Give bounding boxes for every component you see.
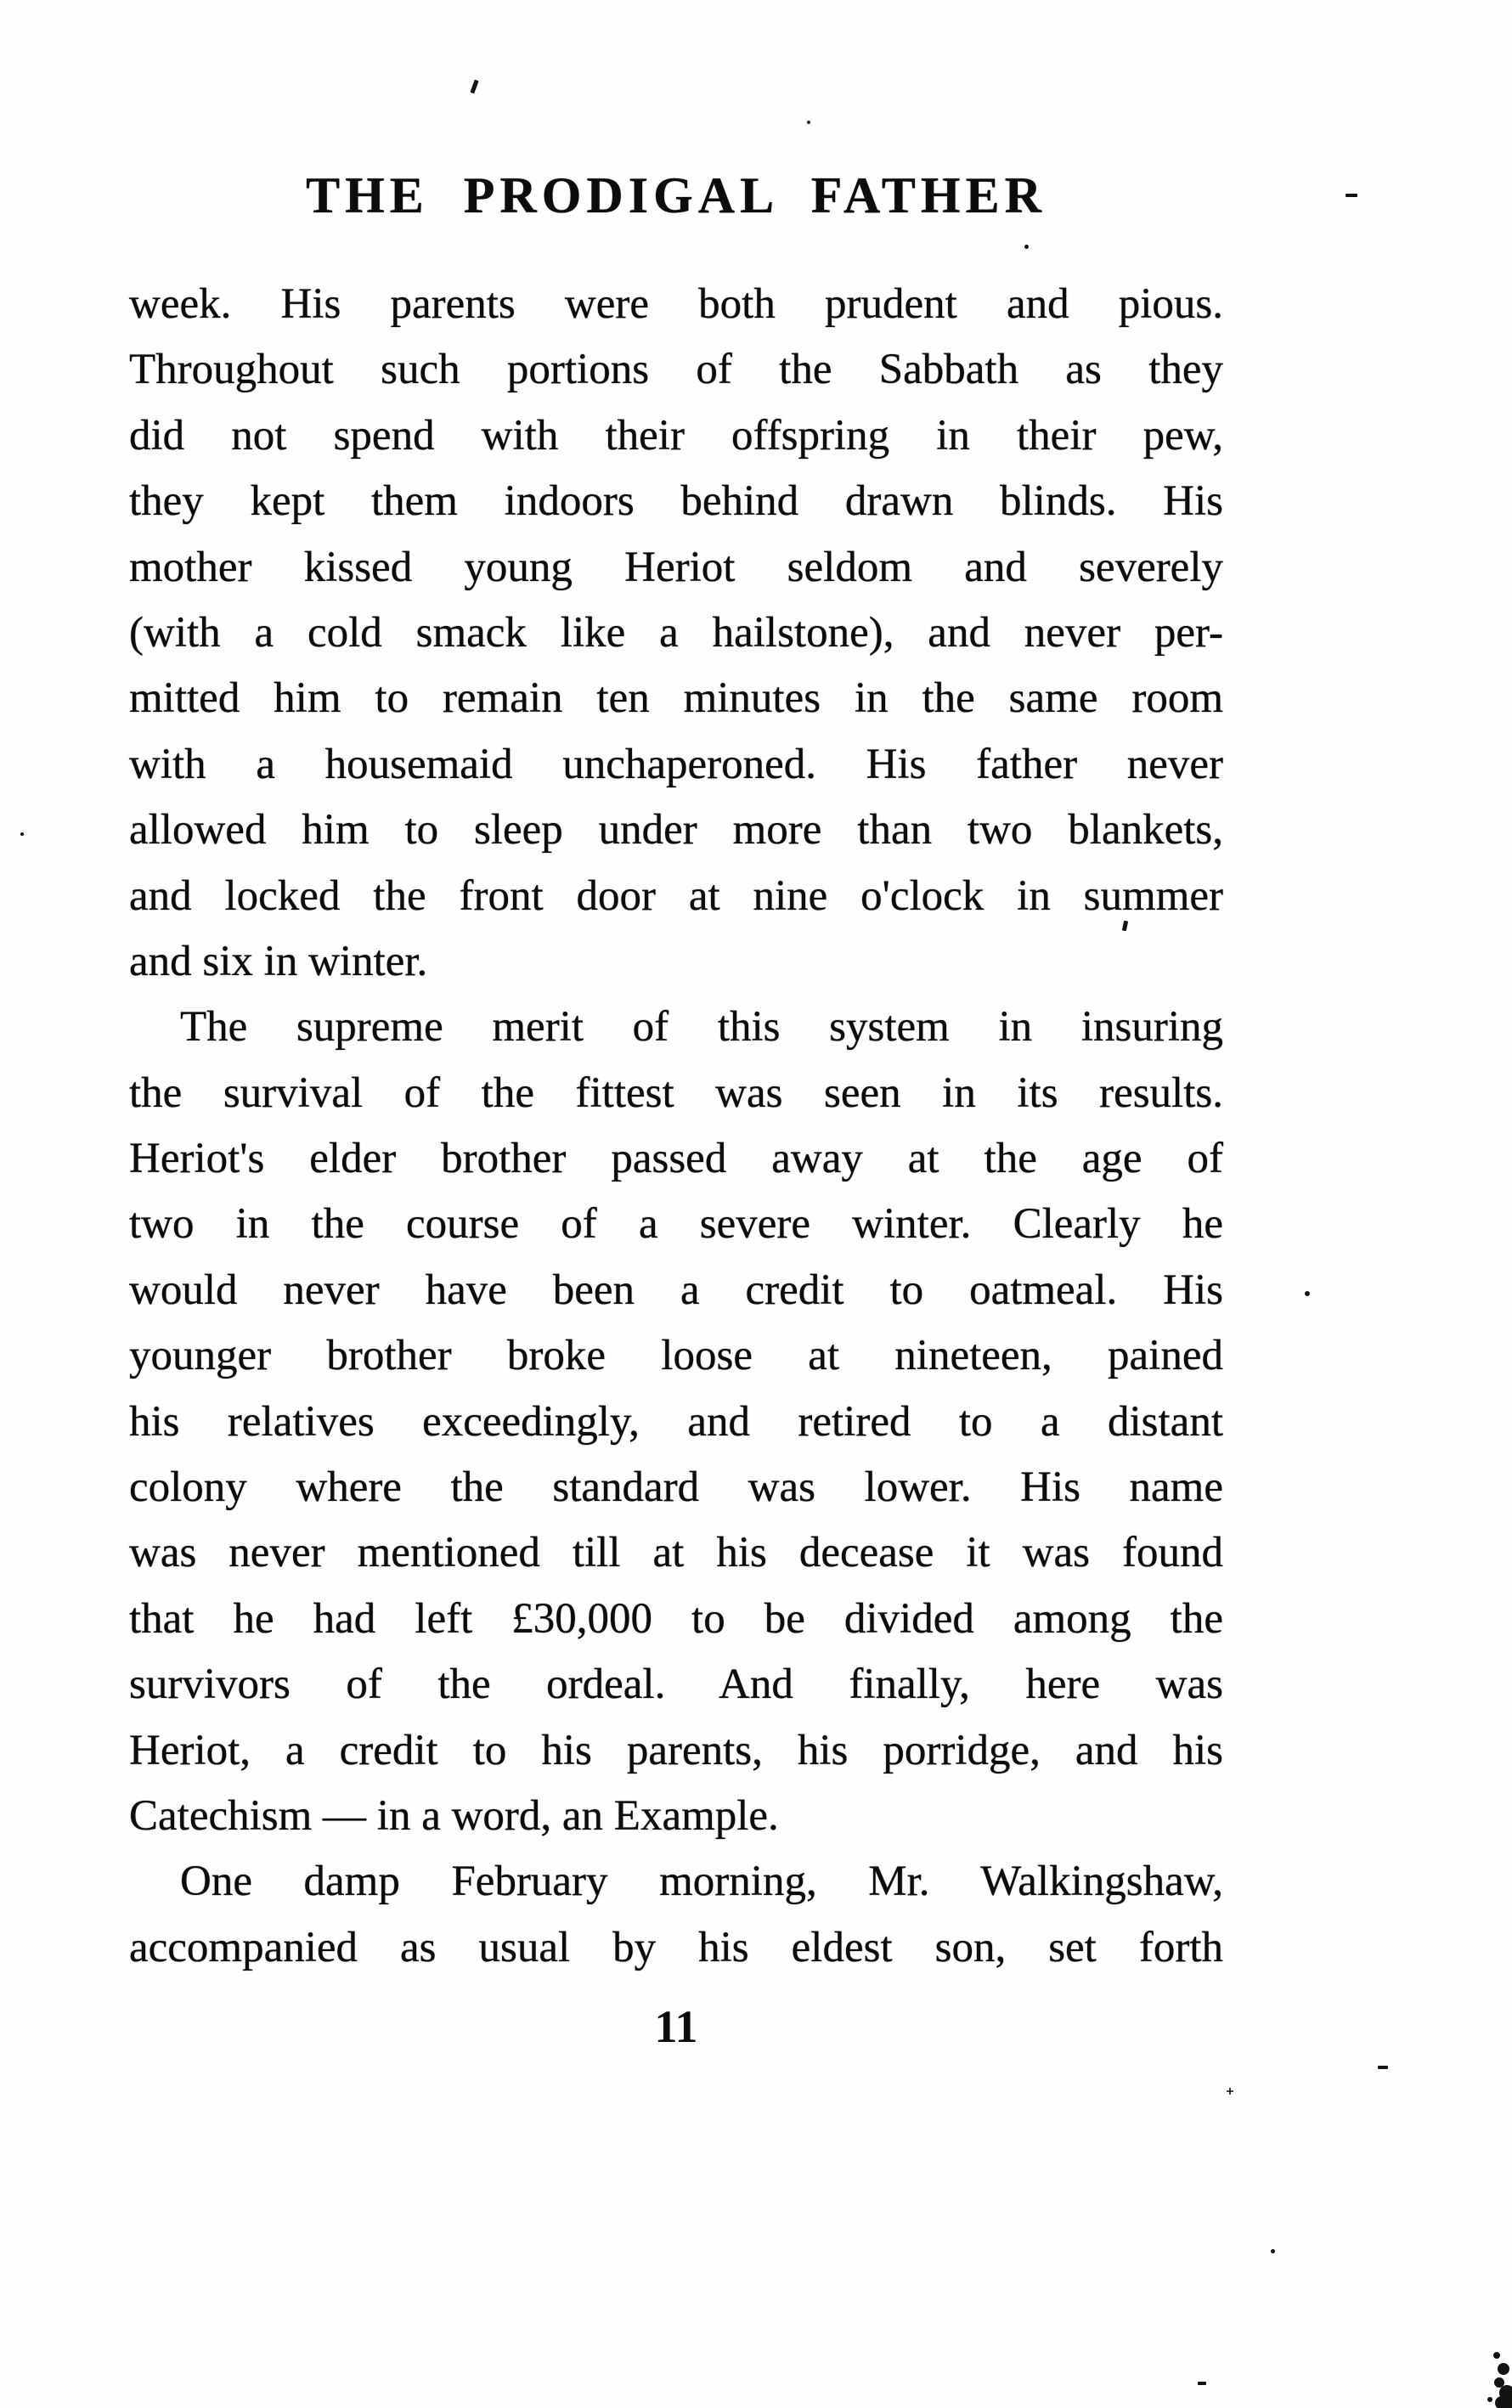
scan-speck: [1227, 2088, 1233, 2095]
text-line: Heriot's elder brother passed away at the age of: [129, 1135, 1223, 1183]
text-line: week. His parents were both prudent and pious.: [129, 280, 1223, 328]
text-line: allowed him to sleep under more than two blankets,: [129, 806, 1223, 854]
text-line: they kept them indoors behind drawn blinds. His: [129, 477, 1223, 526]
text-line: mitted him to remain ten minutes in the same room: [129, 674, 1223, 723]
body-text: [129, 272, 1223, 1981]
text-line: One damp February morning, Mr. Walkingshaw,: [180, 1858, 1223, 1906]
scan-speck: [1271, 2249, 1275, 2253]
scan-speck: [1346, 194, 1357, 197]
text-line: colony where the standard was lower. His name: [129, 1463, 1223, 1512]
text-line: that he had left £30,000 to be divided among the: [129, 1594, 1223, 1643]
text-line: survivors of the ordeal. And finally, here was: [129, 1661, 1223, 1709]
text-line: Catechism — in a word, an Example.: [129, 1791, 779, 1840]
scan-speck: [807, 121, 810, 124]
text-line: the survival of the fittest was seen in its results.: [129, 1069, 1223, 1117]
text-line: his relatives exceedingly, and retired to a distant: [129, 1397, 1223, 1446]
page-title: THE PRODIGAL FATHER: [306, 167, 1047, 223]
page-number: 11: [654, 2001, 698, 2052]
text-line: did not spend with their offspring in their pew,: [129, 411, 1223, 460]
scan-speck: [1378, 2066, 1388, 2069]
text-line: The supreme merit of this system in insuring: [180, 1003, 1223, 1052]
text-line: and locked the front door at nine o'clock in summer: [129, 871, 1223, 920]
text-line: younger brother broke loose at nineteen, pained: [129, 1332, 1223, 1380]
scan-speck: [20, 832, 24, 836]
scan-speck: [470, 80, 478, 94]
text-line: two in the course of a severe winter. Clearly he: [129, 1200, 1223, 1249]
text-line: would never have been a credit to oatmeal. His: [129, 1266, 1223, 1314]
text-line: Throughout such portions of the Sabbath as they: [129, 346, 1223, 394]
scan-speck: [1198, 2382, 1206, 2385]
text-line: with a housemaid unchaperoned. His father never: [129, 740, 1223, 788]
text-line: and six in winter.: [129, 937, 428, 985]
text-line: accompanied as usual by his eldest son, set forth: [129, 1923, 1223, 1971]
text-line: was never mentioned till at his decease it was found: [129, 1529, 1223, 1577]
scan-speck: [1305, 1291, 1310, 1296]
ink-blot: [1453, 2340, 1512, 2408]
text-line: (with a cold smack like a hailstone), and never per-: [129, 608, 1223, 657]
text-line: Heriot, a credit to his parents, his porridge, and his: [129, 1726, 1223, 1774]
scan-speck: [1024, 245, 1029, 249]
text-line: mother kissed young Heriot seldom and severely: [129, 543, 1223, 591]
